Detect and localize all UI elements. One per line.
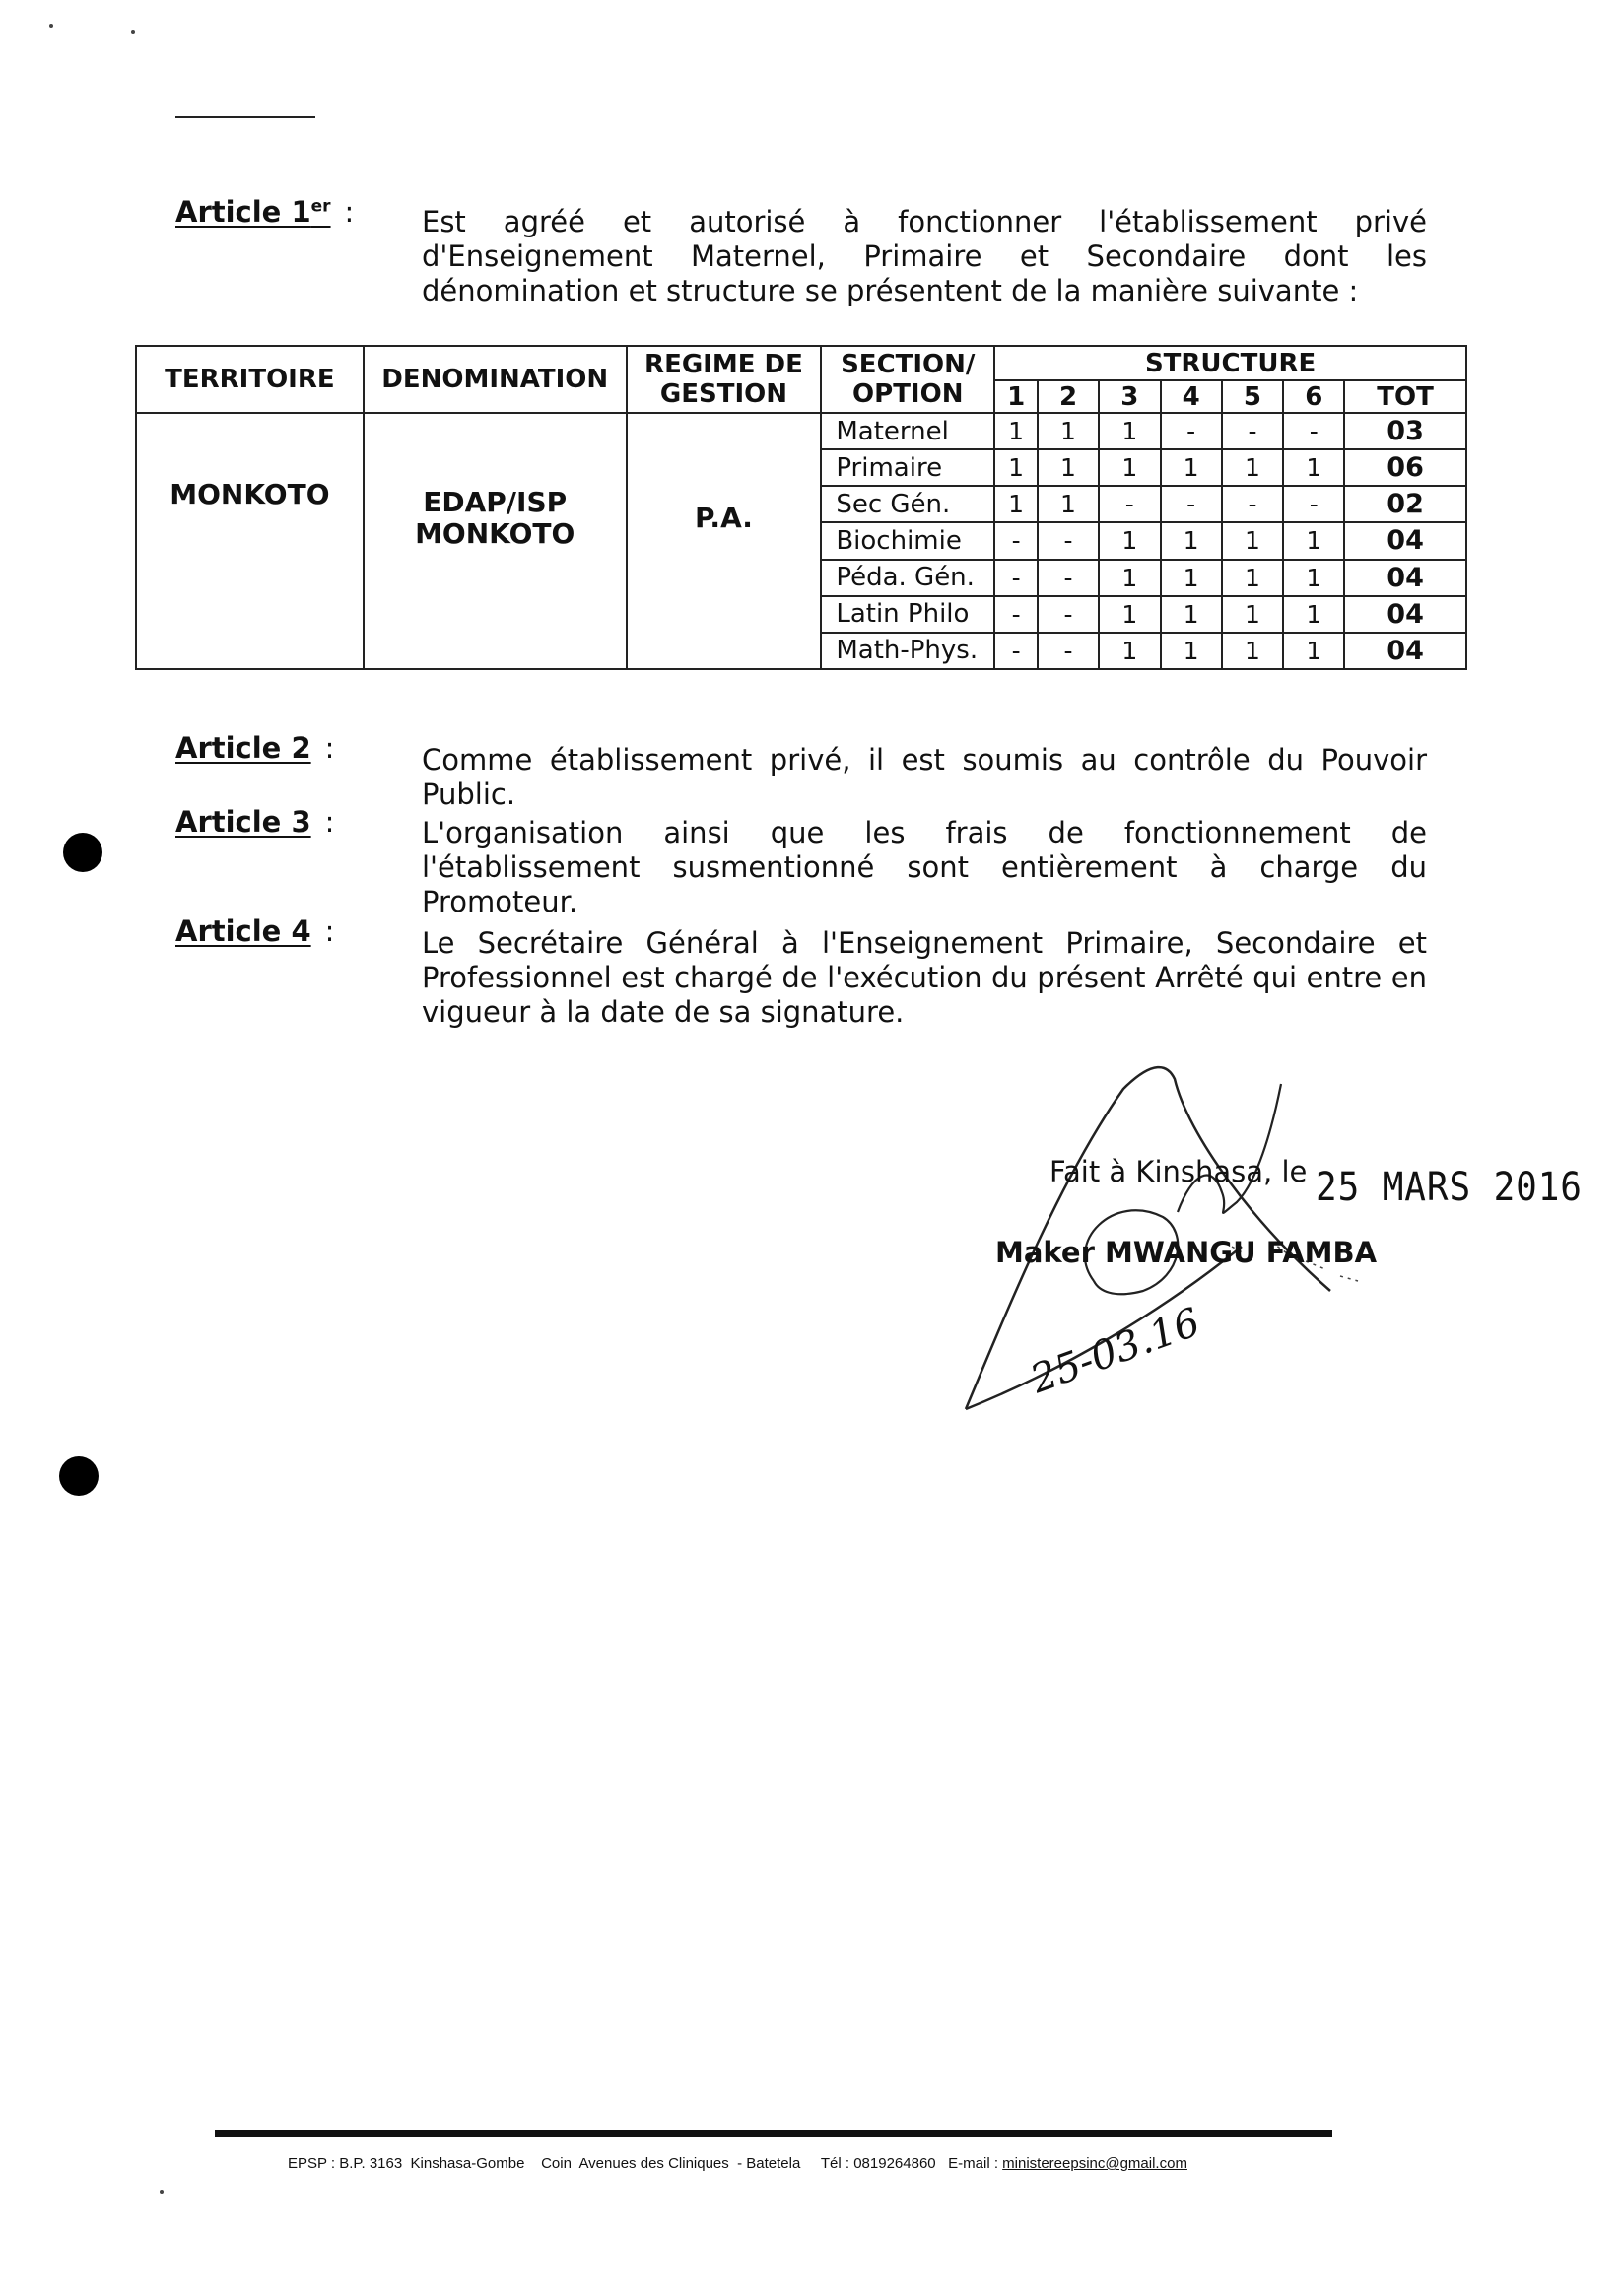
level-cell: - [994,596,1038,633]
level-cell: - [1222,486,1284,522]
level-cell: - [994,560,1038,596]
level-cell: 1 [1222,522,1284,559]
level-cell: 1 [1038,449,1099,486]
total-cell: 04 [1344,560,1466,596]
level-cell: - [1161,413,1222,449]
header-territoire: TERRITOIRE [136,346,364,413]
footer-address: EPSP : B.P. 3163 Kinshasa-Gombe Coin Avenues des Cliniques - Batetela Tél : 0819264860 E-mail : ministereepsinc@gmail.com [288,2155,1187,2172]
level-cell: 1 [1099,449,1161,486]
article-2-label: Article 2 : [175,731,335,765]
total-cell: 06 [1344,449,1466,486]
section-cell: Latin Philo [821,596,994,633]
level-cell: 1 [994,449,1038,486]
level-cell: 1 [1038,413,1099,449]
section-cell: Maternel [821,413,994,449]
footer-email-link[interactable]: ministereepsinc@gmail.com [1002,2155,1187,2172]
scan-speck [131,30,135,34]
article-2-text: Comme établissement privé, il est soumis au contrôle du Pouvoir Public. [422,743,1427,811]
level-cell: - [1038,522,1099,559]
section-cell: Péda. Gén. [821,560,994,596]
date-stamp: 25 MARS 2016 [1316,1165,1583,1210]
structure-table [135,345,1467,670]
level-cell: 1 [1099,413,1161,449]
total-cell: 04 [1344,596,1466,633]
header-regime: REGIME DE GESTION [627,346,822,413]
header-level: 5 [1222,380,1284,413]
section-cell: Math-Phys. [821,633,994,669]
section-cell: Sec Gén. [821,486,994,522]
punch-hole [59,1456,99,1496]
header-structure: STRUCTURE [994,346,1466,380]
handwritten-date: 25-03.16 [1025,1299,1206,1403]
total-cell: 03 [1344,413,1466,449]
scan-speck [49,24,53,28]
level-cell: - [1099,486,1161,522]
level-cell: - [1038,633,1099,669]
header-level: 2 [1038,380,1099,413]
header-level: 1 [994,380,1038,413]
level-cell: 1 [1222,633,1284,669]
level-cell: 1 [1222,449,1284,486]
level-cell: - [1283,413,1344,449]
signatory-name: Maker MWANGU FAMBA [995,1236,1378,1269]
level-cell: 1 [994,413,1038,449]
level-cell: 1 [1283,596,1344,633]
article-3-label: Article 3 : [175,805,335,839]
header-denomination: DENOMINATION [364,346,627,413]
header-level: 4 [1161,380,1222,413]
section-cell: Biochimie [821,522,994,559]
punch-hole [63,833,102,872]
total-cell: 04 [1344,522,1466,559]
level-cell: - [1161,486,1222,522]
level-cell: - [1038,596,1099,633]
level-cell: 1 [1099,596,1161,633]
denomination-cell: EDAP/ISP MONKOTO [364,413,627,669]
level-cell: 1 [1099,522,1161,559]
level-cell: - [1038,560,1099,596]
level-cell: - [1283,486,1344,522]
level-cell: 1 [1283,560,1344,596]
article-1-label: Article 1er : [175,195,355,229]
level-cell: - [1222,413,1284,449]
header-section: SECTION/ OPTION [821,346,994,413]
regime-cell: P.A. [627,413,822,669]
total-cell: 04 [1344,633,1466,669]
scan-speck [160,2190,164,2194]
section-cell: Primaire [821,449,994,486]
level-cell: 1 [1038,486,1099,522]
article-4-label: Article 4 : [175,914,335,948]
level-cell: 1 [1283,633,1344,669]
header-tot: TOT [1344,380,1466,413]
level-cell: 1 [1161,449,1222,486]
territoire-cell: MONKOTO [136,413,364,669]
level-cell: 1 [1222,560,1284,596]
article-3-text: L'organisation ainsi que les frais de fonctionnement de l'établissement susmentionné sont entièrement à charge du Promoteur. [422,816,1427,918]
level-cell: 1 [1161,633,1222,669]
place-date-label: Fait à Kinshasa, le [1049,1155,1308,1188]
level-cell: - [994,522,1038,559]
footer-rule [215,2130,1332,2137]
level-cell: 1 [994,486,1038,522]
level-cell: - [994,633,1038,669]
level-cell: 1 [1099,560,1161,596]
level-cell: 1 [1283,449,1344,486]
header-level: 6 [1283,380,1344,413]
level-cell: 1 [1161,560,1222,596]
header-rule [175,116,315,118]
total-cell: 02 [1344,486,1466,522]
level-cell: 1 [1161,522,1222,559]
article-1-text: Est agréé et autorisé à fonctionner l'établissement privé d'Enseignement Maternel, Primaire et Secondaire dont les dénomination et structure se présentent de la manière suivante : [422,205,1427,307]
level-cell: 1 [1161,596,1222,633]
level-cell: 1 [1283,522,1344,559]
table-row [136,413,1466,449]
level-cell: 1 [1099,633,1161,669]
header-level: 3 [1099,380,1161,413]
level-cell: 1 [1222,596,1284,633]
article-4-text: Le Secrétaire Général à l'Enseignement Primaire, Secondaire et Professionnel est chargé de l'exécution du présent Arrêté qui entre en vigueur à la date de sa signature. [422,926,1427,1029]
